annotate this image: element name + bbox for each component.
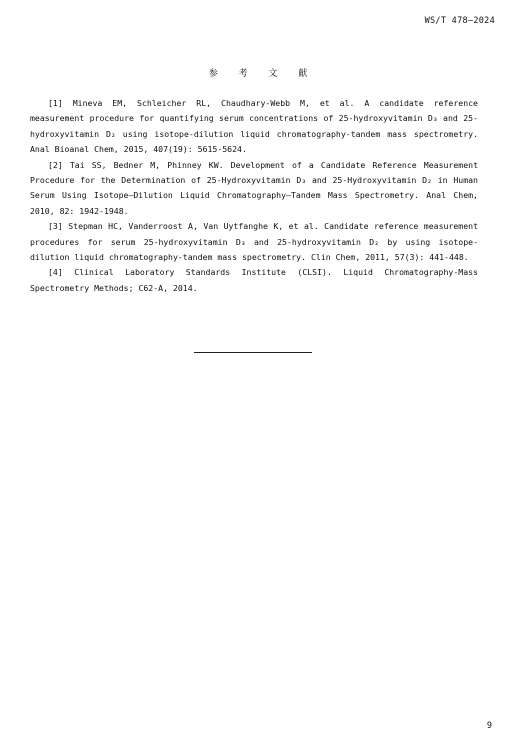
reference-list	[30, 96, 478, 296]
end-rule	[194, 352, 312, 353]
reference-item-3: [3] Stepman HC, Vanderroost A, Van Uytfanghe K, et al. Candidate reference measurement procedures for serum 25-hydroxyvitamin D₃ and 25-hydroxyvitamin D₂ by using isotope-dilution liquid chromatography-tandem mass spectrometry. Clin Chem, 2011, 57(3): 441-448.	[30, 221, 478, 263]
reference-item-1: [1] Mineva EM, Schleicher RL, Chaudhary-Webb M, et al. A candidate reference measurement procedure for quantifying serum concentrations of 25-hydroxyvitamin D₃ and 25-hydroxyvitamin D₂ using isotope-dilution liquid chromatography-tandem mass spectrometry. Anal Bioanal Chem, 2015, 407(19): 5615-5624.	[30, 98, 478, 155]
page-number: 9	[486, 721, 492, 731]
standard-code: WS/T 478—2024	[424, 16, 495, 26]
reference-item-4: [4] Clinical Laboratory Standards Institute (CLSI). Liquid Chromatography-Mass Spectrometry Methods; C62-A, 2014.	[30, 267, 478, 293]
section-title: 参 考 文 献	[208, 69, 317, 79]
reference-item-2: [2] Tai SS, Bedner M, Phinney KW. Development of a Candidate Reference Measurement Procedure for the Determination of 25-Hydroxyvitamin D₃ and 25-Hydroxyvitamin D₂ in Human Serum Using Isotope—Dilution Liquid Chromatography—Tandem Mass Spectrometry. Anal Chem, 2010, 82: 1942-1948.	[30, 159, 478, 216]
